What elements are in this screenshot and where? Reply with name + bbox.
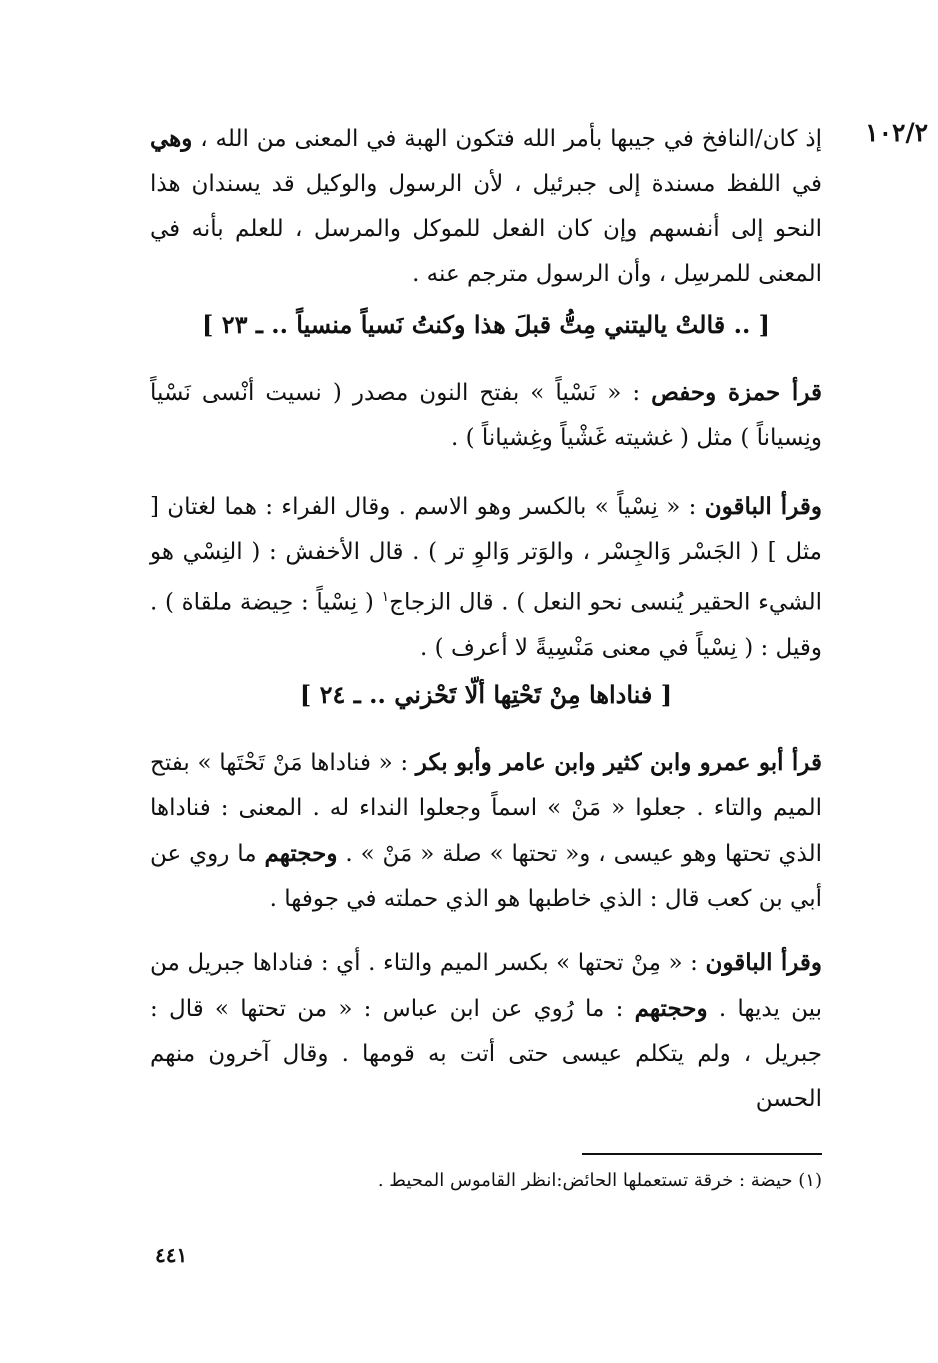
p5-bold-a: وقرأ الباقون xyxy=(705,949,822,976)
section-marker: ١٠٢/٢ xyxy=(865,118,928,147)
p4-text-b: : « فناداها مَنْ تَحْتَها » بفتح الميم والتاء . جعلوا « مَنْ » اسماً وجعلوا النداء له . المعنى : فناداها الذي تحتها وهو عيسى ، و« تحتها » صلة « مَنْ » . xyxy=(150,750,823,867)
p4-bold-a: قرأ أبو عمرو وابن كثير وابن عامر وأبو بكر xyxy=(415,749,822,776)
p1-text-c: في اللفظ مسندة إلى جبرئيل ، لأن الرسول والوكيل قد يسندان هذا النحو إلى أنفسهم وإن كان الفعل للموكل والمرسل ، للعلم بأنه في المعنى للمرسِل ، وأن الرسول مترجم عنه . xyxy=(150,171,822,287)
footnote: (١) حيضة : خرقة تستعملها الحائض:انظر القاموس المحيط . xyxy=(377,1170,822,1191)
p2-text: : « نَسْياً » بفتح النون مصدر ( نسيت أنْسى نَسْياً ونِسياناً ) مثل ( غشيته غَشْياً وغِشياناً ) . xyxy=(150,380,822,451)
paragraph-3 xyxy=(150,484,822,671)
paragraph-4 xyxy=(150,740,822,922)
paragraph-1 xyxy=(150,116,822,297)
p4-text-d: ما روي عن أبي بن كعب قال : الذي خاطبها هو الذي حملته في جوفها . xyxy=(150,841,822,912)
p2-bold: قرأ حمزة وحفص xyxy=(651,379,823,406)
p5-text-d: : ما رُوي عن ابن عباس : « من تحتها » قال : جبريل ، ولم يتكلم عيسى حتى أتت به قومها . وقال آخرون منهم الحسن xyxy=(150,996,822,1112)
footnote-ref: ١ xyxy=(381,589,390,605)
p1-text-a: إذ كان/النافخ في جيبها بأمر الله فتكون الهبة في المعنى من الله ، xyxy=(192,126,822,152)
paragraph-5 xyxy=(150,940,822,1122)
page-number: ٤٤١ xyxy=(155,1243,188,1267)
p5-bold-c: وحجتهم xyxy=(634,995,708,1022)
footnote-divider xyxy=(582,1153,822,1155)
p3-text-b: : « نِسْياً » بالكسر وهو الاسم . وقال الفراء : هما لغتان [ مثل ] ( الجَسْر وَالجِسْر ، والوَتر وَالوِ تر ) . قال الأخفش : ( النِسْي هو الشيء الحقير يُنسى نحو النعل ) . قال الزجاج xyxy=(150,494,822,616)
p3-text-c: ( نِسْياً : حِيضة ملقاة ) . وقيل : ( نِسْياً في معنى مَنْسِيةً لا أعرف ) . xyxy=(150,589,822,661)
verse-heading-24: [ فناداها مِنْ تَحْتِها ألّا تَحْزني .. ـ ٢٤ ] xyxy=(299,680,673,709)
p3-bold: وقرأ الباقون xyxy=(704,493,822,520)
verse-heading-23: [ .. قالتْ ياليتني مِتُّ قبلَ هذا وكنتُ نَسياً منسياً .. ـ ٢٣ ] xyxy=(201,310,771,339)
p1-bold: وهي xyxy=(150,125,193,152)
paragraph-2 xyxy=(150,370,822,461)
p5-text-b: : « مِنْ تحتها » بكسر الميم والتاء . أي : فناداها جبريل من بين يديها . xyxy=(150,950,822,1022)
p4-bold-c: وحجتهم xyxy=(264,840,338,867)
